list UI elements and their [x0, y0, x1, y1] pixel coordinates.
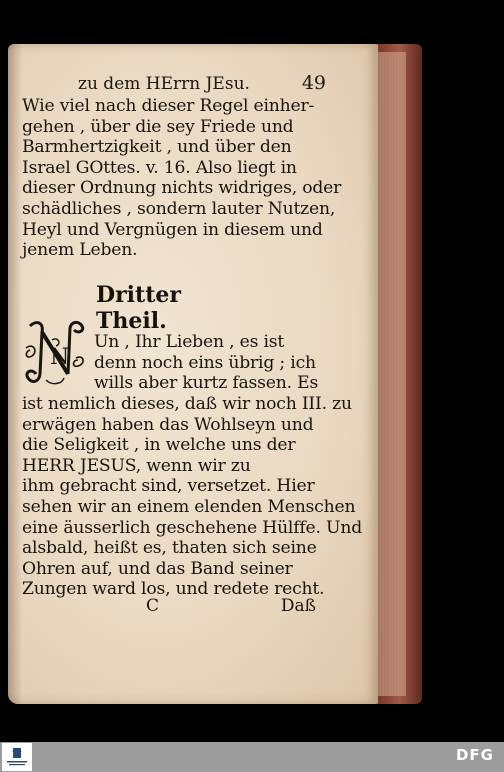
text-line: Barmhertzigkeit , und über den: [22, 137, 292, 158]
library-logo[interactable]: [2, 743, 32, 771]
running-header: [78, 72, 326, 94]
paragraph-1: [22, 96, 342, 261]
dropcap-letter: N: [50, 345, 70, 370]
text-line: ist nemlich dieses, daß wir noch III. zu: [22, 394, 352, 414]
text-line: die Seligkeit , in welche uns der: [22, 435, 296, 456]
section-title: Dritter Theil.: [96, 282, 181, 334]
catchword: Daß: [280, 596, 316, 616]
text-line: Israel GOttes. v. 16. Also liegt in: [22, 157, 297, 178]
text-line: jenem Leben.: [22, 240, 138, 261]
text-line: gehen , über die sey Friede und: [22, 116, 294, 137]
text-line: schädliches , sondern lauter Nutzen,: [22, 198, 336, 219]
text-line: wills aber kurtz fassen. Es: [94, 373, 319, 394]
text-line: alsbald, heißt es, thaten sich seine: [22, 538, 317, 559]
text-line: Heyl und Vergnügen in diesem und: [22, 219, 323, 240]
text-line: Ohren auf, und das Band seiner: [22, 558, 293, 579]
viewer-bottom-bar: [0, 742, 504, 772]
indented-lines: [94, 332, 319, 394]
page-stack-edges: [376, 52, 406, 696]
text-line: Un , Ihr Lieben , es ist: [94, 332, 285, 352]
dfg-logo[interactable]: DFG: [455, 746, 494, 764]
text-line: denn noch eins übrig ; ich: [94, 352, 316, 373]
dropcap-ornament: [22, 318, 88, 388]
paragraph-2: [22, 394, 363, 600]
text-line: sehen wir an einem elenden Menschen: [22, 496, 356, 517]
text-line: dieser Ordnung nichts widriges, oder: [22, 178, 342, 199]
text-line: erwägen haben das Wohlseyn und: [22, 414, 314, 435]
page-number: 49: [301, 72, 326, 94]
text-line: Wie viel nach dieser Regel einher-: [22, 96, 315, 116]
text-line: HERR JESUS, wenn wir zu: [22, 455, 251, 476]
decorated-initial-icon: [22, 318, 88, 388]
signature-mark: C: [146, 596, 160, 616]
text-line: Zungen ward los, und redete recht.: [22, 579, 325, 600]
gutter-shadow: [8, 44, 22, 704]
running-title: zu dem HErrn JEsu.: [78, 74, 250, 94]
text-line: eine äusserlich geschehene Hülffe. Und: [22, 517, 363, 538]
page-footer: [22, 596, 316, 616]
text-line: ihm gebracht sind, versetzet. Hier: [22, 476, 315, 497]
library-crest-icon: [4, 745, 30, 769]
